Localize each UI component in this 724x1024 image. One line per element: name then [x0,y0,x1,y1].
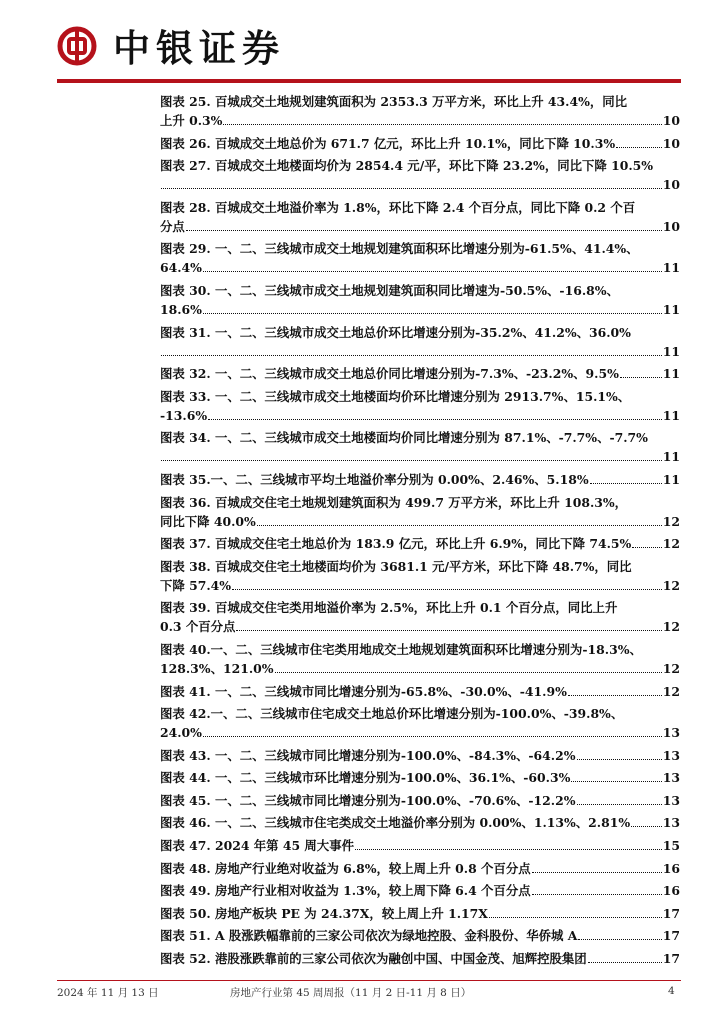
toc-entry-continuation: 18.6% [160,301,202,317]
dot-leader [577,746,662,760]
dot-leader [578,926,661,940]
toc-entry[interactable] [160,557,680,595]
toc-entry-continuation: 24.0% [160,725,202,741]
footer-report-title: 房地产行业第 45 周周报（11 月 2 日-11 月 8 日） [230,987,472,999]
dot-leader [203,258,662,272]
footer-date: 2024 年 11 月 13 日 [57,987,159,999]
toc-entry-title: 图表 43. 一、二、三线城市同比增速分别为-100.0%、-84.3%、-64.2% [160,747,576,763]
toc-entry-continuation: 0.3 个百分点 [160,619,236,635]
toc-entry-page: 12 [662,577,680,593]
toc-entry[interactable] [160,364,680,383]
toc-entry-title: 图表 42.一、二、三线城市住宅成交土地总价环比增速分别为-100.0%、-39.8%、 [160,706,624,722]
dot-leader [588,949,662,963]
toc-entry-continuation: 下降 57.4% [160,577,232,593]
dot-leader [203,723,662,737]
toc-entry-title: 图表 30. 一、二、三线城市成交土地规划建筑面积同比增速为-50.5%、-16.8%、 [160,282,619,298]
dot-leader [532,859,662,873]
dot-leader [161,447,662,461]
toc-entry[interactable] [160,387,680,425]
dot-leader [161,175,662,189]
toc-entry[interactable] [160,746,680,765]
toc-entry[interactable] [160,156,680,194]
toc-entry-page: 12 [662,619,680,635]
toc-entry-page: 12 [662,660,680,676]
toc-entry-title: 图表 33. 一、二、三线城市成交土地楼面均价环比增速分别为 2913.7%、15.1%、 [160,388,631,404]
dot-leader [275,659,662,673]
dot-leader [186,217,662,231]
toc-entry[interactable] [160,198,680,236]
toc-entry-continuation: 128.3%、121.0% [160,660,274,676]
dot-leader [620,364,662,378]
toc-entry[interactable] [160,640,680,678]
toc-entry-title: 图表 45. 一、二、三线城市同比增速分别为-100.0%、-70.6%、-12.2% [160,792,576,808]
toc-entry-page: 17 [662,928,680,944]
toc-entry-page: 12 [662,536,680,552]
dot-leader [590,470,662,484]
toc-entry-title: 图表 40.一、二、三线城市住宅类用地成交土地规划建筑面积环比增速分别为-18.3%、 [160,641,642,657]
toc-entry-title: 图表 38. 百城成交住宅土地楼面均价为 3681.1 元/平方米，环比下降 48.7%，同比 [160,558,632,574]
dot-leader [161,342,662,356]
toc-entry-page: 11 [662,301,680,317]
toc-entry-title: 图表 49. 房地产行业相对收益为 1.3%，较上周下降 6.4 个百分点 [160,883,531,899]
toc-entry-page: 11 [662,260,680,276]
toc-entry-page: 12 [662,513,680,529]
toc-entry[interactable] [160,813,680,832]
page-number: 4 [668,985,675,997]
toc-entry-page: 11 [662,366,680,382]
toc-entry[interactable] [160,134,680,153]
dot-leader [257,512,662,526]
toc-entry-title: 图表 51. A 股涨跌幅靠前的三家公司依次为绿地控股、金科股份、华侨城 A [160,928,578,944]
toc-entry-continuation: -13.6% [160,407,208,423]
toc-entry[interactable] [160,493,680,531]
dot-leader [631,813,662,827]
footer-divider [57,980,681,981]
toc-entry-page: 10 [662,113,680,128]
toc-entry[interactable] [160,281,680,319]
toc-entry-page: 10 [662,177,680,193]
toc-entry[interactable] [160,768,680,787]
toc-entry[interactable] [160,704,680,742]
dot-leader [203,300,662,314]
toc-entry-title: 图表 28. 百城成交土地溢价率为 1.8%，环比下降 2.4 个百分点，同比下降 0.2 个百 [160,199,636,215]
dot-leader [208,406,662,420]
toc-entry[interactable] [160,881,680,900]
toc-entry[interactable] [160,791,680,810]
toc-entry[interactable] [160,859,680,878]
toc-entry-page: 13 [662,792,680,808]
toc-entry-page: 12 [662,683,680,699]
dot-leader [223,111,661,125]
toc-entry-title: 图表 34. 一、二、三线城市成交土地楼面均价同比增速分别为 87.1%、-7.7%、-7.7% [160,430,648,446]
dot-leader [577,791,662,805]
toc-entry-title: 图表 32. 一、二、三线城市成交土地总价同比增速分别为-7.3%、-23.2%、9.5% [160,366,619,382]
toc-entry-title: 图表 47. 2024 年第 45 周大事件 [160,838,354,854]
toc-entry-page: 15 [662,838,680,854]
dot-leader [571,768,661,782]
toc-entry-continuation: 分点 [160,218,185,234]
toc-entry-page: 16 [662,883,680,899]
bank-of-china-logo-icon [57,26,97,66]
toc-entry-continuation: 上升 0.3% [160,113,223,128]
toc-entry-page: 16 [662,860,680,876]
toc-entry-page: 10 [662,135,680,151]
toc-entry-title: 图表 46. 一、二、三线城市住宅类成交土地溢价率分别为 0.00%、1.13%、2.81% [160,815,631,831]
toc-entry-page: 13 [662,815,680,831]
toc-entry-title: 图表 31. 一、二、三线城市成交土地总价环比增速分别为-35.2%、41.2%、36.0% [160,324,631,340]
toc-entry[interactable] [160,904,680,923]
dot-leader [532,881,662,895]
toc-entry-title: 图表 26. 百城成交土地总价为 671.7 亿元，环比上升 10.1%，同比下降 10.3% [160,135,616,151]
header-divider [57,79,681,83]
toc-entry[interactable] [160,323,680,361]
toc-entry[interactable] [160,926,680,945]
toc-entry-page: 11 [662,407,680,423]
toc-entry-page: 17 [662,905,680,921]
toc-entry[interactable] [160,949,680,968]
toc-entry-title: 图表 25. 百城成交土地规划建筑面积为 2353.3 万平方米，环比上升 43.4%，同比 [160,94,628,109]
toc-entry-page: 11 [662,343,680,359]
toc-entry[interactable] [160,428,680,466]
toc-entry[interactable] [160,598,680,636]
toc-entry-page: 13 [662,747,680,763]
toc-entry-title: 图表 29. 一、二、三线城市成交土地规划建筑面积环比增速分别为-61.5%、41.4%、 [160,241,639,257]
toc-entry[interactable] [160,470,680,489]
toc-entry-title: 图表 35.一、二、三线城市平均土地溢价率分别为 0.00%、2.46%、5.18% [160,471,589,487]
toc-entry[interactable] [160,836,680,855]
dot-leader [236,617,661,631]
toc-entry-title: 图表 44. 一、二、三线城市环比增速分别为-100.0%、36.1%、-60.3% [160,770,571,786]
table-of-figures [160,92,680,972]
toc-entry-continuation: 同比下降 40.0% [160,513,256,529]
toc-entry-title: 图表 48. 房地产行业绝对收益为 6.8%，较上周上升 0.8 个百分点 [160,860,531,876]
toc-entry-title: 图表 52. 港股涨跌靠前的三家公司依次为融创中国、中国金茂、旭辉控股集团 [160,951,587,967]
dot-leader [232,576,662,590]
dot-leader [355,836,662,850]
dot-leader [568,682,662,696]
page-header [57,24,681,80]
toc-entry[interactable] [160,239,680,277]
toc-entry-page: 13 [662,725,680,741]
toc-entry-page: 13 [662,770,680,786]
toc-entry-page: 10 [662,218,680,234]
toc-entry-page: 11 [662,471,680,487]
toc-entry[interactable] [160,682,680,701]
toc-entry[interactable] [160,534,680,553]
toc-entry-title: 图表 41. 一、二、三线城市同比增速分别为-65.8%、-30.0%、-41.9% [160,683,567,699]
toc-entry-page: 17 [662,951,680,967]
toc-entry-page: 11 [662,449,680,465]
brand-name: 中银证券 [113,27,285,70]
toc-entry-title: 图表 50. 房地产板块 PE 为 24.37X，较上周上升 1.17X [160,905,488,921]
dot-leader [616,134,662,148]
toc-entry-title: 图表 37. 百城成交住宅土地总价为 183.9 亿元，环比上升 6.9%，同比下降 74.5% [160,536,632,552]
dot-leader [489,904,662,918]
toc-entry[interactable] [160,92,680,130]
toc-entry-title: 图表 27. 百城成交土地楼面均价为 2854.4 元/平，环比下降 23.2%，同比下降 10.5% [160,158,654,174]
toc-entry-title: 图表 36. 百城成交住宅土地规划建筑面积为 499.7 万平方米，环比上升 108.3%， [160,494,628,510]
dot-leader [632,534,661,548]
toc-entry-title: 图表 39. 百城成交住宅类用地溢价率为 2.5%，环比上升 0.1 个百分点，同比上升 [160,600,618,616]
toc-entry-continuation: 64.4% [160,260,202,276]
